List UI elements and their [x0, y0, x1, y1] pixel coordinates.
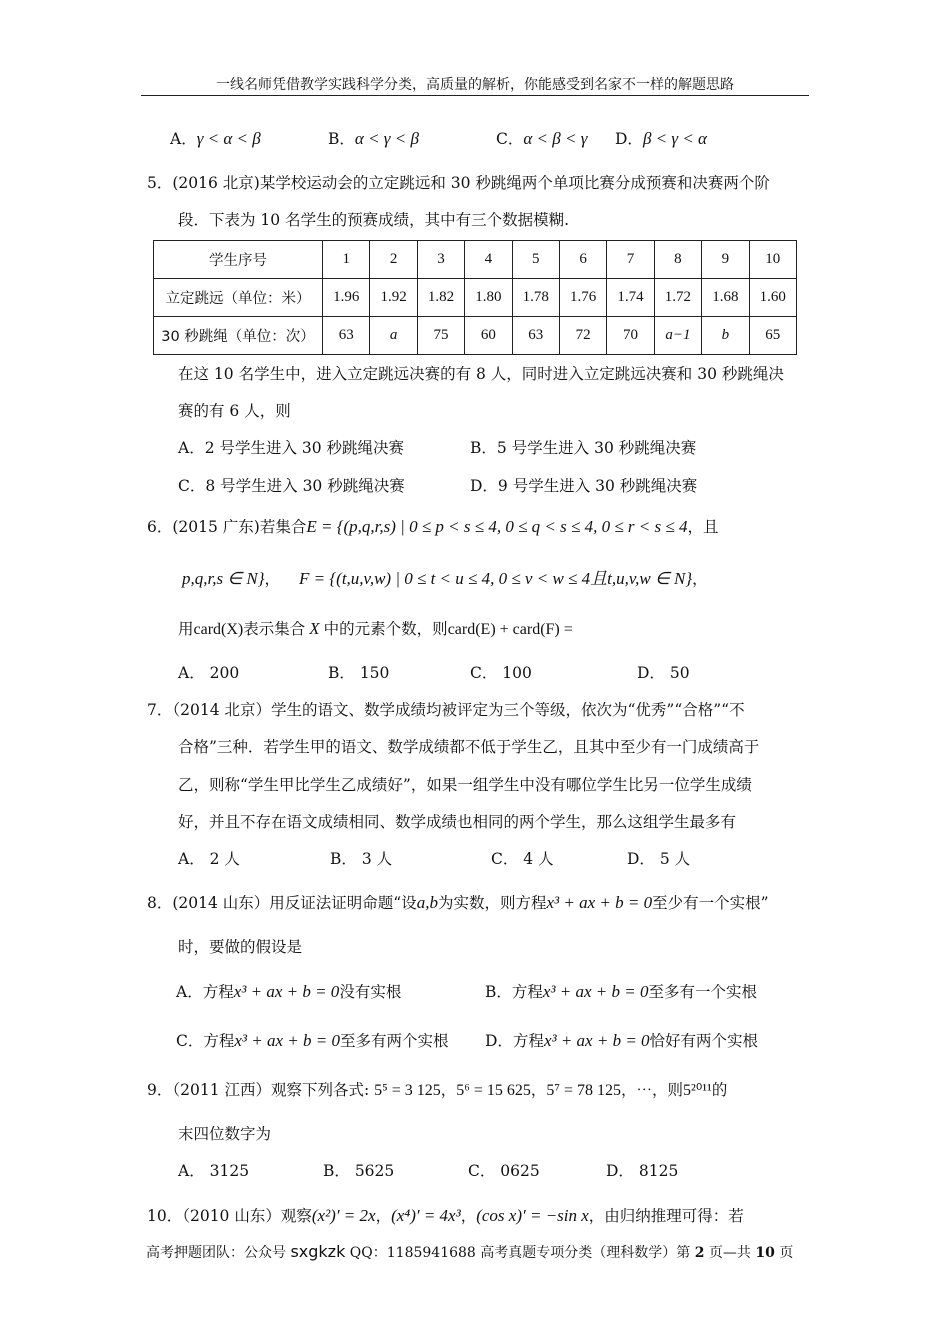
table-cell: 1.92 — [370, 279, 417, 317]
table-cell: 1.76 — [559, 279, 606, 317]
q4-option-a — [170, 129, 261, 149]
q9-option-a: A． 3125 — [178, 1162, 250, 1180]
q6-set-e-end: p,q,r,s ∈ N} — [182, 569, 265, 588]
table-cell: a−1 — [654, 317, 701, 355]
q9-option-b: B． 5625 — [323, 1162, 395, 1180]
q7-line-3: 乙，则称“学生甲比学生乙成绩好”，如果一组学生中没有哪位学生比另一位学生成绩 — [178, 776, 752, 794]
table-row — [154, 279, 797, 317]
q8-option-c-eq: x³ + ax + b = 0 — [234, 1031, 340, 1050]
q10-line-1 — [147, 1206, 744, 1226]
table-cell: 65 — [749, 317, 796, 355]
q4-option-d-label: D． — [615, 130, 643, 148]
q4-option-a-label: A． — [170, 130, 197, 148]
q5-option-d: D．9 号学生进入 30 秒跳绳决赛 — [470, 477, 698, 495]
table-cell: 1.60 — [749, 279, 796, 317]
q4-option-b-label: B． — [328, 130, 355, 148]
footer-team: 高考押题团队：公众号 — [146, 1245, 291, 1261]
q8-option-d-label: D．方程 — [485, 1032, 544, 1050]
table-cell: 6 — [559, 241, 606, 279]
q4-option-d — [615, 129, 707, 149]
q9-option-c: C． 0625 — [468, 1162, 540, 1180]
table-cell: 4 — [465, 241, 512, 279]
table-cell: 30 秒跳绳（单位：次） — [154, 317, 323, 355]
q6-option-a: A． 200 — [178, 664, 240, 682]
q9-sep-2: ， — [530, 1081, 547, 1099]
q6-card-x: card(X) — [193, 621, 244, 638]
q8-option-d — [485, 1031, 758, 1051]
q5-option-a: A．2 号学生进入 30 秒跳绳决赛 — [178, 439, 405, 457]
q5-line-2: 段．下表为 10 名学生的预赛成绩，其中有三个数据模糊. — [178, 211, 570, 229]
q8-option-a — [176, 982, 401, 1002]
table-cell: 1.74 — [607, 279, 654, 317]
table-cell: 8 — [654, 241, 701, 279]
table-row — [154, 317, 797, 355]
q4-option-b-expr: α < γ < β — [354, 129, 419, 148]
page-header: 一线名师凭借教学实践科学分类，高质量的解析，你能感受到名家不一样的解题思路 — [216, 77, 734, 93]
q8-option-b-tail: 至多有一个实根 — [648, 983, 758, 1001]
q7-option-b: B． 3 人 — [330, 850, 393, 868]
q6-set-e: E = {(p,q,r,s) | 0 ≤ p < s ≤ 4, 0 ≤ q < s ≤ 4, 0 ≤ r < s ≤ 4 — [306, 517, 688, 536]
q4-option-c-expr: α < β < γ — [523, 129, 588, 148]
q9-line-1 — [147, 1080, 727, 1101]
footer-page-total: 10 — [755, 1245, 775, 1261]
table-cell: 7 — [607, 241, 654, 279]
q8-text-1: 8．(2014 山东）用反证法证明命题“设 — [147, 894, 417, 912]
table-cell: 5 — [512, 241, 559, 279]
q4-option-a-expr: γ < α < β — [196, 129, 261, 148]
table-cell: 9 — [702, 241, 749, 279]
header-divider — [141, 95, 809, 96]
q6-comma-1: ， — [264, 570, 281, 588]
page-footer — [146, 1242, 793, 1262]
q7-option-d: D． 5 人 — [627, 850, 691, 868]
q9-expr-4: 5²⁰¹¹ — [683, 1082, 712, 1099]
q6-line-3 — [178, 619, 573, 640]
q5-option-b: B．5 号学生进入 30 秒跳绳决赛 — [470, 439, 697, 457]
q5-line-4: 赛的有 6 人，则 — [178, 402, 291, 420]
q4-option-b — [328, 129, 419, 149]
q10-sep-1: ， — [375, 1207, 392, 1225]
q8-option-c-tail: 至多有两个实根 — [339, 1032, 449, 1050]
q6-text-denote: 表示集合 — [243, 620, 306, 638]
q10-text-1: 10．（2010 山东）观察 — [147, 1207, 312, 1225]
q7-option-c: C． 4 人 — [491, 850, 554, 868]
q10-text-2: ，由归纳推理可得：若 — [588, 1207, 744, 1225]
q5-score-table — [153, 240, 797, 355]
q4-option-d-expr: β < γ < α — [642, 129, 707, 148]
q6-line-1 — [147, 517, 718, 537]
q4-option-c-label: C． — [496, 130, 524, 148]
q10-expr-1: (x²)′ = 2x — [311, 1206, 376, 1225]
q6-option-b: B． 150 — [328, 664, 390, 682]
footer-end: 页 — [774, 1245, 794, 1261]
table-cell: 1.78 — [512, 279, 559, 317]
q9-dots: ，⋯，则 — [621, 1081, 684, 1099]
q9-sep-1: ， — [440, 1081, 457, 1099]
q6-set-f: F = {(t,u,v,w) | 0 ≤ t < u ≤ 4, 0 ≤ v < w ≤ 4且t,u,v,w ∈ N} — [299, 569, 693, 588]
q8-option-b — [485, 982, 757, 1002]
q9-option-d: D． 8125 — [606, 1162, 679, 1180]
q8-option-a-tail: 没有实根 — [339, 983, 402, 1001]
q9-expr-3: 5⁷ = 78 125 — [546, 1082, 622, 1099]
q10-expr-2: (x⁴)′ = 4x³ — [391, 1206, 461, 1225]
q8-option-d-eq: x³ + ax + b = 0 — [543, 1031, 650, 1050]
q8-text-2: 为实数，则方程 — [437, 894, 547, 912]
q8-equation: x³ + ax + b = 0 — [546, 893, 653, 912]
q8-option-b-label: B．方程 — [485, 983, 543, 1001]
q7-line-2: 合格”三种．若学生甲的语文、数学成绩都不低于学生乙，且其中至少有一门成绩高于 — [178, 738, 760, 756]
q7-line-1: 7．（2014 北京）学生的语文、数学成绩均被评定为三个等级，依次为“优秀”“合格”“不 — [147, 701, 745, 719]
q6-text-use: 用 — [178, 620, 194, 638]
q6-comma-2: ， — [692, 570, 708, 588]
q6-prefix: 6．(2015 广东)若集合 — [147, 518, 307, 536]
q9-text-2: 的 — [711, 1081, 728, 1099]
table-cell: 60 — [465, 317, 512, 355]
q8-option-c-label: C．方程 — [176, 1032, 235, 1050]
q5-line-3: 在这 10 名学生中，进入立定跳远决赛的有 8 人，同时进入立定跳远决赛和 30 秒跳绳决 — [178, 365, 784, 383]
table-cell: 2 — [370, 241, 417, 279]
table-cell: 75 — [417, 317, 464, 355]
q7-line-4: 好，并且不存在语文成绩相同、数学成绩也相同的两个学生，那么这组学生最多有 — [178, 813, 737, 831]
table-cell: 1 — [323, 241, 370, 279]
q9-expr-1: 5⁵ = 3 125 — [374, 1082, 441, 1099]
q8-ab: a,b — [416, 893, 438, 912]
table-cell: 立定跳远（单位：米） — [154, 279, 323, 317]
q8-option-a-eq: x³ + ax + b = 0 — [233, 982, 340, 1001]
table-cell: b — [702, 317, 749, 355]
table-cell: 10 — [749, 241, 796, 279]
q10-expr-3: (cos x)′ = −sin x — [476, 1206, 589, 1225]
q6-suffix: ，且 — [687, 518, 719, 536]
q8-option-c — [176, 1031, 449, 1051]
table-cell: 72 — [559, 317, 606, 355]
q8-option-d-tail: 恰好有两个实根 — [649, 1032, 759, 1050]
q6-expr: card(E) + card(F) = — [447, 621, 573, 638]
q5-option-c: C．8 号学生进入 30 秒跳绳决赛 — [178, 477, 405, 495]
q7-option-a: A． 2 人 — [178, 850, 240, 868]
q6-option-c: C． 100 — [470, 664, 532, 682]
q10-sep-2: ， — [460, 1207, 477, 1225]
table-cell: 70 — [607, 317, 654, 355]
q6-option-d: D． 50 — [637, 664, 690, 682]
q8-line-2: 时，要做的假设是 — [178, 938, 303, 956]
table-cell: 1.72 — [654, 279, 701, 317]
q6-text-count: 中的元素个数，则 — [323, 620, 448, 638]
table-cell: 1.68 — [702, 279, 749, 317]
table-row — [154, 241, 797, 279]
table-cell: 1.80 — [465, 279, 512, 317]
q8-line-1 — [147, 893, 769, 913]
q6-line-2 — [182, 569, 708, 589]
q4-option-c — [496, 129, 587, 149]
q9-expr-2: 5⁶ = 15 625 — [456, 1082, 531, 1099]
table-cell: 3 — [417, 241, 464, 279]
q6-x: X — [309, 619, 320, 638]
table-cell: a — [370, 317, 417, 355]
footer-page-number: 2 — [694, 1245, 705, 1261]
table-cell: 63 — [512, 317, 559, 355]
table-cell: 学生序号 — [154, 241, 323, 279]
q8-option-b-eq: x³ + ax + b = 0 — [542, 982, 649, 1001]
q5-line-1: 5．(2016 北京)某学校运动会的立定跳远和 30 秒跳绳两个单项比赛分成预赛和决赛两个阶 — [147, 174, 770, 192]
table-cell: 1.96 — [323, 279, 370, 317]
footer-mid: 页—共 — [704, 1245, 756, 1261]
q8-option-a-label: A．方程 — [176, 983, 234, 1001]
q9-line-2: 末四位数字为 — [178, 1125, 272, 1143]
footer-account: sxgkzk — [290, 1242, 346, 1261]
table-cell: 63 — [323, 317, 370, 355]
table-cell: 1.82 — [417, 279, 464, 317]
q8-text-3: 至少有一个实根” — [652, 894, 769, 912]
q9-text-1: 9．（2011 江西）观察下列各式: — [147, 1081, 370, 1099]
footer-qq: QQ：1185941688 高考真题专项分类（理科数学）第 — [345, 1245, 695, 1261]
